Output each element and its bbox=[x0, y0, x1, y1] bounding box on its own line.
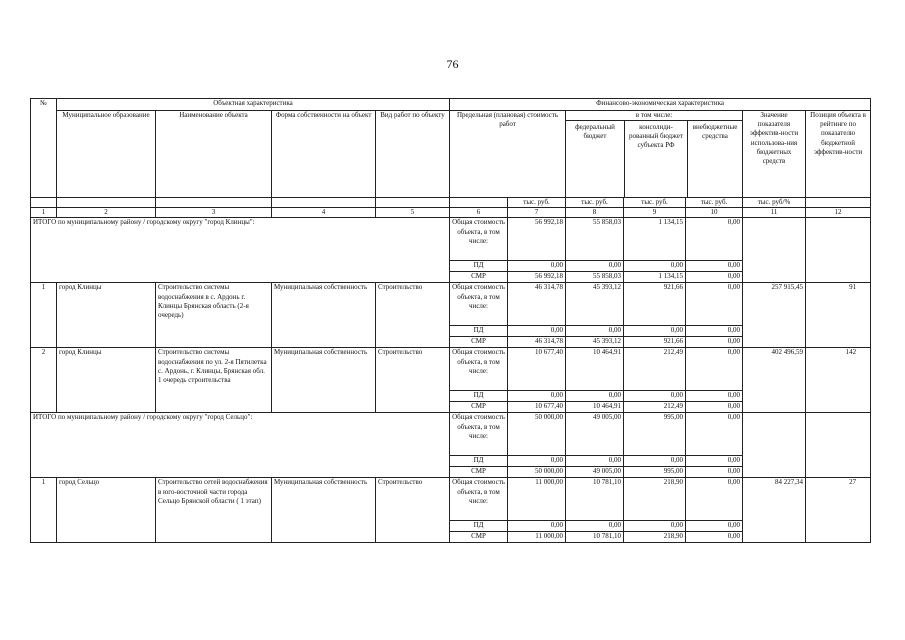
value-cell: 0,00 bbox=[566, 261, 624, 272]
value-cell: 0,00 bbox=[686, 532, 743, 543]
value-cell: 0,00 bbox=[686, 521, 743, 532]
empty-cell bbox=[743, 413, 806, 478]
object-municipality: город Клинцы bbox=[57, 348, 156, 413]
empty-cell bbox=[806, 413, 871, 478]
row-label: Общая стоимость объекта, в том числе: bbox=[450, 218, 508, 261]
header-position: Позиция объекта в рейтинге по показателю бюджетной эффектив-ности bbox=[806, 111, 871, 198]
value-cell: 0,00 bbox=[686, 337, 743, 348]
value-cell: 45 393,12 bbox=[566, 283, 624, 326]
unit-federal: тыс. руб. bbox=[566, 198, 624, 208]
value-cell: 218,90 bbox=[624, 532, 686, 543]
value-cell: 0,00 bbox=[686, 326, 743, 337]
empty-cell bbox=[806, 218, 871, 283]
column-number: 7 bbox=[508, 208, 566, 218]
column-number: 3 bbox=[156, 208, 272, 218]
total-label: ИТОГО по муниципальному району / городскому округу "город Клинцы": bbox=[31, 218, 450, 283]
unit-efficiency: тыс. руб/% bbox=[743, 198, 806, 208]
object-name: Строительство системы водоснабжения в с. Ардонь г. Клинцы Брянская область (2-я очередь) bbox=[156, 283, 272, 348]
column-number: 12 bbox=[806, 208, 871, 218]
header-finance-group: Финансово-экономическая характеристика bbox=[450, 99, 871, 111]
unit-offbudget: тыс. руб. bbox=[686, 198, 743, 208]
object-ownership: Муниципальная собственность bbox=[272, 348, 376, 413]
value-cell: 995,00 bbox=[624, 413, 686, 456]
header-object-name: Наименование объекта bbox=[156, 111, 272, 198]
value-cell: 10 677,40 bbox=[508, 402, 566, 413]
object-municipality: город Клинцы bbox=[57, 283, 156, 348]
value-cell: 10 464,91 bbox=[566, 348, 624, 391]
header-cost: Предельная (плановая) стоимость работ bbox=[450, 111, 566, 198]
column-numbers-row bbox=[31, 208, 871, 218]
header-municipality: Муниципальное образование bbox=[57, 111, 156, 198]
object-position: 142 bbox=[806, 348, 871, 413]
value-cell: 0,00 bbox=[624, 456, 686, 467]
column-number: 5 bbox=[376, 208, 450, 218]
value-cell: 45 393,12 bbox=[566, 337, 624, 348]
value-cell: 1 134,15 bbox=[624, 218, 686, 261]
object-efficiency: 257 915,45 bbox=[743, 283, 806, 348]
object-row bbox=[31, 478, 871, 521]
value-cell: 50 000,00 bbox=[508, 413, 566, 456]
column-number: 2 bbox=[57, 208, 156, 218]
value-cell: 10 781,10 bbox=[566, 532, 624, 543]
value-cell: 0,00 bbox=[686, 348, 743, 391]
value-cell: 56 992,18 bbox=[508, 218, 566, 261]
column-number: 10 bbox=[686, 208, 743, 218]
value-cell: 46 314,78 bbox=[508, 283, 566, 326]
value-cell: 0,00 bbox=[624, 391, 686, 402]
object-work-type: Строительство bbox=[376, 478, 450, 543]
object-name: Строительство сетей водоснабжения в юго-восточной части города Сельцо Брянской области ( 1 этап) bbox=[156, 478, 272, 543]
value-cell: 50 000,00 bbox=[508, 467, 566, 478]
header-object-group: Объектная характеристика bbox=[57, 99, 450, 111]
header-including: в том числе: федеральный бюджет консолиди-рованный бюджет субъекта РФ внебюджетные средства bbox=[566, 111, 743, 198]
object-position: 27 bbox=[806, 478, 871, 543]
object-no: 2 bbox=[31, 348, 57, 413]
object-no: 1 bbox=[31, 283, 57, 348]
object-position: 91 bbox=[806, 283, 871, 348]
total-row bbox=[31, 218, 871, 261]
value-cell: 0,00 bbox=[624, 326, 686, 337]
value-cell: 55 858,03 bbox=[566, 272, 624, 283]
value-cell: 0,00 bbox=[624, 261, 686, 272]
value-cell: 11 000,00 bbox=[508, 478, 566, 521]
row-label: СМР bbox=[450, 402, 508, 413]
object-row bbox=[31, 283, 871, 326]
value-cell: 0,00 bbox=[508, 521, 566, 532]
value-cell: 0,00 bbox=[686, 391, 743, 402]
value-cell: 212,49 bbox=[624, 348, 686, 391]
header-consolidated: консолиди-рованный бюджет субъекта РФ bbox=[625, 121, 688, 197]
object-no: 1 bbox=[31, 478, 57, 543]
value-cell: 0,00 bbox=[686, 283, 743, 326]
value-cell: 1 134,15 bbox=[624, 272, 686, 283]
column-number: 11 bbox=[743, 208, 806, 218]
row-label: СМР bbox=[450, 467, 508, 478]
row-label: Общая стоимость объекта, в том числе: bbox=[450, 348, 508, 391]
value-cell: 11 000,00 bbox=[508, 532, 566, 543]
value-cell: 218,90 bbox=[624, 478, 686, 521]
row-label: ПД bbox=[450, 456, 508, 467]
unit-cost: тыс. руб. bbox=[508, 198, 566, 208]
row-label: СМР bbox=[450, 532, 508, 543]
value-cell: 10 464,91 bbox=[566, 402, 624, 413]
value-cell: 0,00 bbox=[566, 326, 624, 337]
value-cell: 0,00 bbox=[566, 391, 624, 402]
value-cell: 49 005,00 bbox=[566, 413, 624, 456]
column-number: 8 bbox=[566, 208, 624, 218]
empty-cell bbox=[743, 218, 806, 283]
header-work-type: Вид работ по объекту bbox=[376, 111, 450, 198]
object-efficiency: 84 227,34 bbox=[743, 478, 806, 543]
value-cell: 995,00 bbox=[624, 467, 686, 478]
value-cell: 0,00 bbox=[508, 326, 566, 337]
value-cell: 0,00 bbox=[508, 261, 566, 272]
row-label: СМР bbox=[450, 337, 508, 348]
value-cell: 0,00 bbox=[686, 402, 743, 413]
object-name: Строительство системы водоснабжения по ул. 2-я Пятилетка с. Ардонь, г. Клинцы, Брянская обл. 1 очередь строительства bbox=[156, 348, 272, 413]
value-cell: 0,00 bbox=[566, 456, 624, 467]
value-cell: 0,00 bbox=[686, 478, 743, 521]
row-label: СМР bbox=[450, 272, 508, 283]
object-efficiency: 402 496,59 bbox=[743, 348, 806, 413]
row-label: ПД bbox=[450, 521, 508, 532]
value-cell: 56 992,18 bbox=[508, 272, 566, 283]
header-offbudget: внебюджетные средства bbox=[692, 123, 738, 141]
value-cell: 55 858,03 bbox=[566, 218, 624, 261]
object-row bbox=[31, 348, 871, 391]
row-label: Общая стоимость объекта, в том числе: bbox=[450, 413, 508, 456]
value-cell: 46 314,78 bbox=[508, 337, 566, 348]
row-label: ПД bbox=[450, 326, 508, 337]
total-row bbox=[31, 413, 871, 456]
value-cell: 0,00 bbox=[566, 521, 624, 532]
row-label: ПД bbox=[450, 261, 508, 272]
header-federal: федеральный бюджет bbox=[566, 121, 625, 197]
value-cell: 0,00 bbox=[686, 272, 743, 283]
object-municipality: город Сельцо bbox=[57, 478, 156, 543]
header-efficiency: Значение показателя эффектив-ности использова-ния бюджетных средств bbox=[743, 111, 806, 198]
value-cell: 10 677,40 bbox=[508, 348, 566, 391]
column-number: 4 bbox=[272, 208, 376, 218]
column-number: 9 bbox=[624, 208, 686, 218]
column-number: 1 bbox=[31, 208, 57, 218]
header-ownership: Форма собственности на объект bbox=[272, 111, 376, 198]
object-work-type: Строительство bbox=[376, 348, 450, 413]
object-ownership: Муниципальная собственность bbox=[272, 478, 376, 543]
value-cell: 49 005,00 bbox=[566, 467, 624, 478]
object-ownership: Муниципальная собственность bbox=[272, 283, 376, 348]
value-cell: 10 781,10 bbox=[566, 478, 624, 521]
investment-objects-table bbox=[30, 98, 871, 543]
value-cell: 212,49 bbox=[624, 402, 686, 413]
value-cell: 0,00 bbox=[508, 456, 566, 467]
value-cell: 0,00 bbox=[686, 261, 743, 272]
page-number: 76 bbox=[446, 57, 459, 71]
unit-consolidated: тыс. руб. bbox=[624, 198, 686, 208]
column-number: 6 bbox=[450, 208, 508, 218]
value-cell: 0,00 bbox=[686, 456, 743, 467]
row-label: Общая стоимость объекта, в том числе: bbox=[450, 478, 508, 521]
value-cell: 0,00 bbox=[508, 391, 566, 402]
row-label: Общая стоимость объекта, в том числе: bbox=[450, 283, 508, 326]
value-cell: 0,00 bbox=[686, 218, 743, 261]
total-label: ИТОГО по муниципальному району / городскому округу "город Сельцо": bbox=[31, 413, 450, 478]
object-work-type: Строительство bbox=[376, 283, 450, 348]
value-cell: 0,00 bbox=[624, 521, 686, 532]
value-cell: 0,00 bbox=[686, 413, 743, 456]
row-label: ПД bbox=[450, 391, 508, 402]
value-cell: 921,66 bbox=[624, 283, 686, 326]
value-cell: 921,66 bbox=[624, 337, 686, 348]
value-cell: 0,00 bbox=[686, 467, 743, 478]
header-no: № bbox=[31, 99, 57, 198]
